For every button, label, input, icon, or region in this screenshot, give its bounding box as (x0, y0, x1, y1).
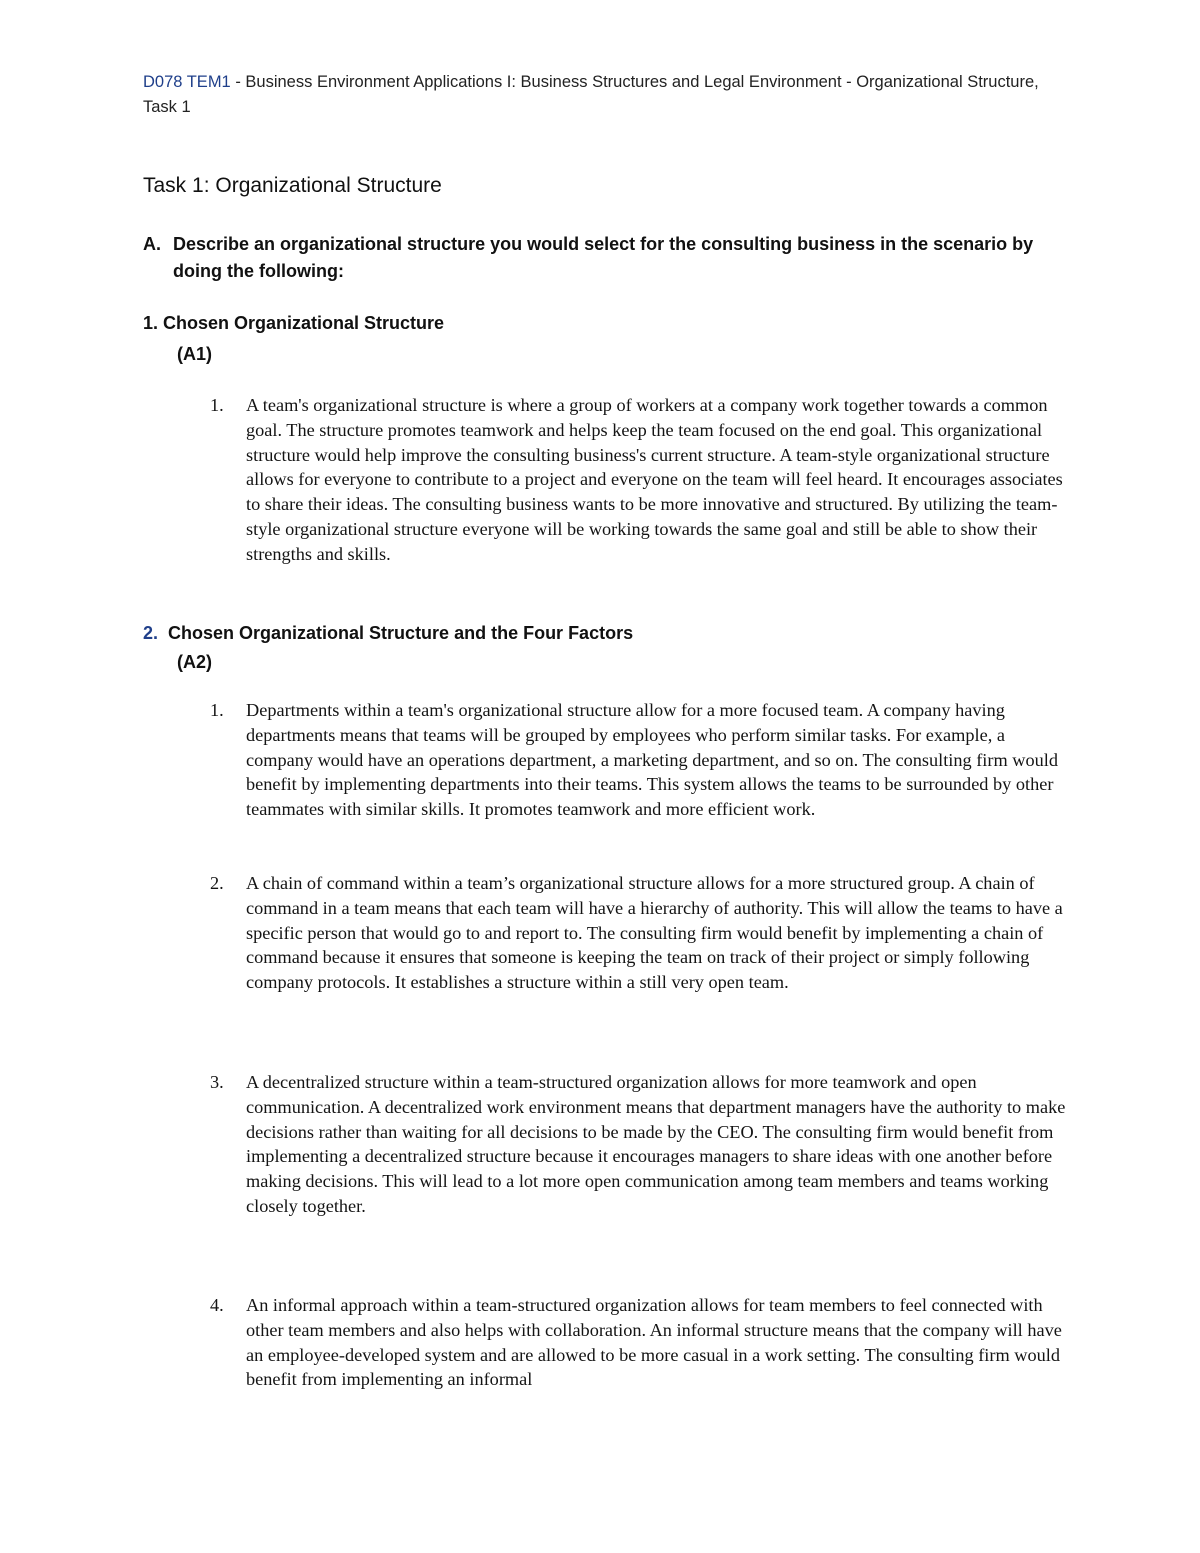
list-item (210, 1070, 1070, 1219)
section-2-tag: (A2) (177, 652, 212, 672)
question-marker: A. (143, 234, 161, 254)
section-1-heading: 1. Chosen Organizational Structure (143, 313, 445, 333)
list-item-text: An informal approach within a team-structured organization allows for team members to feel connected with other team members and also helps with collaboration. An informal structure means that the company will have an employee-developed system and are allowed to be more casual in a work setting. The consulting firm would benefit from implementing an informal (246, 1295, 1062, 1390)
section-1-tag: (A1) (177, 344, 212, 364)
section-2-heading (143, 619, 633, 647)
list-item-number: 3. (210, 1072, 224, 1092)
list-item-text: A chain of command within a team’s organizational structure allows for a more structured group. A chain of command in a team means that each team will have a hierarchy of authority. This will allow the teams to have a specific person that would go to and report to. The consulting firm would benefit by implementing a chain of command because it ensures that someone is keeping the team on track of their project or simply following company protocols. It establishes a structure within a still very open team. (246, 873, 1063, 993)
list-item-number: 4. (210, 1295, 224, 1315)
list-item (210, 871, 1070, 995)
header-description: - Business Environment Applications I: Business Structures and Legal Environment - Organizational Structure, Task 1 (143, 73, 1039, 116)
list-item-text: Departments within a team's organizational structure allow for a more focused team. A company having departments means that teams will be grouped by employees who perform similar tasks. For example, a company would have an operations department, a marketing department, and so on. The consulting firm would benefit by implementing departments into their teams. This system allows the teams to be surrounded by other teammates with similar skills. It promotes teamwork and more efficient work. (246, 700, 1058, 820)
list-item (210, 393, 1070, 567)
list-item (210, 1293, 1070, 1392)
list-item-number: 1. (210, 700, 224, 720)
task-title: Task 1: Organizational Structure (143, 174, 442, 197)
section-2-title: Chosen Organizational Structure and the Four Factors (168, 623, 634, 643)
question-text: Describe an organizational structure you would select for the consulting business in the scenario by doing the following: (173, 234, 1034, 281)
list-item-text: A team's organizational structure is where a group of workers at a company work together towards a common goal. The structure promotes teamwork and helps keep the team focused on the end goal. This organizational structure would help improve the consulting business's current structure. A team-style organizational structure allows for everyone to contribute to a project and everyone on the team will feel heard. It encourages associates to share their ideas. The consulting business wants to be more innovative and structured. By utilizing the team-style organizational structure everyone will be working towards the same goal and still be able to show their strengths and skills. (246, 395, 1063, 564)
list-item-number: 1. (210, 395, 224, 415)
list-item-number: 2. (210, 873, 224, 893)
list-item-text: A decentralized structure within a team-structured organization allows for more teamwork and open communication. A decentralized work environment means that department managers have the authority to make decisions rather than waiting for all decisions to be made by the CEO. The consulting firm would benefit from implementing a decentralized structure because it encourages managers to share ideas with one another before making decisions. This will lead to a lot more open communication among team members and teams working closely together. (246, 1072, 1066, 1216)
course-code: D078 TEM1 (143, 73, 231, 91)
document-header (143, 70, 1043, 120)
list-item (210, 698, 1070, 822)
section-2-number: 2. (143, 623, 159, 643)
question-prompt (143, 231, 1073, 285)
